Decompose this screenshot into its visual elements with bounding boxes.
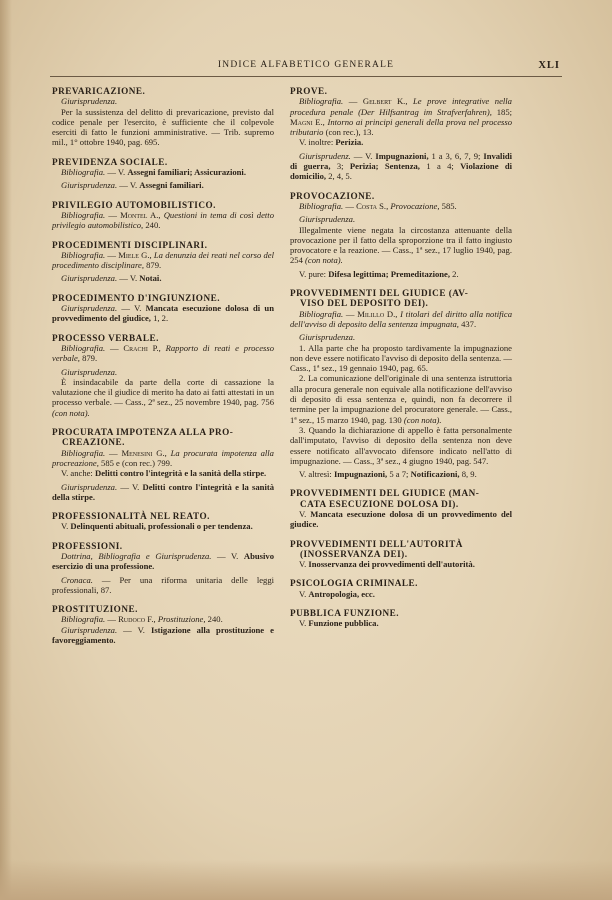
author: Costa S., (356, 200, 389, 211)
entry-heading-cont: VISO DEL DEPOSITO DEI). (300, 298, 429, 309)
cross-reference: Notai. (139, 273, 162, 284)
entry-prove (290, 86, 512, 182)
author: Magni E., (290, 116, 325, 127)
giur-label: Giurisprudenza. (299, 332, 356, 343)
entry-heading: PREVARICAZIONE. (52, 86, 146, 96)
entry-heading: PROFESSIONI. (52, 540, 123, 551)
right-column (290, 86, 512, 629)
entry-professionalita (52, 511, 274, 532)
entry-heading: PSICOLOGIA CRIMINALE. (290, 578, 418, 589)
author: Milillo D., (357, 308, 398, 319)
cross-reference: Violazione di domicilio, (290, 161, 513, 182)
cross-reference: Mancata esecuzione dolosa di un provvedimento del giudice, (52, 303, 274, 324)
bib-label: Bibliografia. (61, 342, 106, 353)
page-ref: 879. (82, 353, 98, 364)
entry-provvedimenti-autorita (290, 539, 512, 570)
entry-heading: PROFESSIONALITÀ NEL REATO. (52, 511, 210, 522)
dottrina-label: Dottrina, Bibliografia e Giurisprudenza. (61, 550, 212, 561)
see-marker: V. (299, 559, 307, 570)
page-number: XLI (538, 60, 560, 71)
entry-procurata-impotenza (52, 427, 274, 502)
dash: — (107, 614, 116, 625)
cross-reference: Assegni familiari. (139, 180, 204, 191)
page-ref: 240. (145, 220, 161, 231)
note: (con nota). (403, 414, 442, 425)
entry-procedimento-ingiunzione (52, 293, 274, 324)
work-title: Rapporto di reati e processo verbale, (52, 342, 275, 364)
entry-heading: PROVVEDIMENTI DEL GIUDICE (MAN- (290, 488, 480, 499)
entry-heading: PROCEDIMENTI DISCIPLINARI. (52, 239, 208, 250)
cross-reference: Impugnazioni, (375, 150, 429, 161)
entry-heading-cont: CREAZIONE. (62, 437, 125, 448)
giur-label: Giurisprudenza. (61, 624, 118, 635)
header-rule (50, 76, 562, 77)
page-edge-shadow (0, 0, 12, 900)
giur-label: Giurisprudenza. (299, 214, 356, 225)
entry-professioni (52, 541, 274, 595)
page-ref: 3; (336, 161, 344, 172)
entry-heading: PRIVILEGIO AUTOMOBILISTICO. (52, 199, 216, 210)
dash: — (107, 249, 117, 260)
author: Miele G., (118, 249, 152, 260)
numbered-item: 1. Alla parte che ha proposto tardivamente la impugnazione non deve essere notificato l'avviso di deposito della sentenza. — Cass., 1ª sez., 19 gennaio 1940, pag. 65. (290, 342, 512, 374)
page-ref: 1 a 3, 6, 7, 9; (431, 150, 481, 161)
cross-reference: Antropologia, ecc. (308, 588, 375, 599)
entry-heading: PUBBLICA FUNZIONE. (290, 608, 400, 619)
cross-reference: Abusivo esercizio di una professione. (52, 550, 274, 572)
entry-text: È insindacabile da parte della corte di cassazione la valutazione che il giudice di merito ha dato ai fatti attestati in un processo verbale. — Cass., 2ª sez., 25 novembre 1940, pag. 756 (52, 376, 274, 408)
author: Montel A., (120, 209, 161, 220)
cross-reference: Perizia. (335, 137, 364, 148)
cross-reference: Difesa legittima; Premeditazione, (328, 268, 451, 279)
entry-pubblica-funzione (290, 608, 512, 629)
dash: — (109, 447, 118, 458)
cross-reference: Assegni familiari; Assicurazioni. (127, 167, 246, 178)
page-ref: (con rec.), 13. (325, 127, 374, 138)
page-ref: 585. (441, 200, 457, 211)
numbered-item: 3. Quando la dichiarazione di appello è fatta personalmente dall'imputato, l'avviso di deposito della sentenza non deve essere notificato all'avvocato difensore indicato nell'atto di impugnazione. — Cass., 3ª sez., 4 giugno 1940, pag. 547. (290, 424, 512, 466)
see-marker: V. (299, 588, 307, 599)
cross-reference: Inosservanza dei provvedimenti dell'autorità. (308, 559, 475, 570)
work-title: I titolari del diritto alla notifica dell'avviso di deposito della sentenza impugnata, (290, 308, 513, 329)
page-ref: 879. (146, 260, 162, 271)
work-title: Prostituzione, (157, 614, 206, 625)
giur-label: Giurisprudenza. (61, 273, 118, 284)
note: (con nota). (52, 407, 90, 418)
dash: — (108, 209, 117, 220)
see-marker: — V. (123, 624, 145, 635)
entry-prostituzione (52, 604, 274, 645)
see-marker: — V. (120, 481, 140, 492)
see-marker: — V. (121, 303, 142, 314)
entry-heading: PROSTITUZIONE. (52, 604, 138, 615)
cronaca-label: Cronaca. (61, 574, 93, 585)
page-ref: 185; (496, 106, 512, 117)
entry-heading: PROVE. (290, 86, 328, 96)
dash: — (345, 200, 354, 211)
bib-label: Bibliografia. (299, 96, 344, 107)
entry-psicologia-criminale (290, 578, 512, 599)
see-also-label: V. inoltre: (299, 137, 334, 148)
giur-label: Giurisprudenza. (61, 96, 118, 107)
entry-heading-cont: (INOSSERVANZA DEI). (300, 548, 408, 559)
see-also-label: V. pure: (299, 268, 327, 279)
see-marker: — V. (217, 550, 239, 561)
author: Rudoco F., (118, 614, 156, 625)
giur-label: Giurisprudenza. (61, 366, 118, 377)
work-title: Le prove integrative nella procedura penale (Der Hilfsantrag im Strafverfahren), (290, 96, 512, 117)
entry-heading: PROVVEDIMENTI DELL'AUTORITÀ (290, 538, 463, 549)
left-column (52, 86, 274, 645)
running-header (0, 60, 612, 74)
entry-procedimenti-disciplinari (52, 240, 274, 284)
cross-reference: Impugnazioni, (333, 469, 388, 480)
bib-label: Bibliografia. (61, 167, 106, 178)
entry-provocazione (290, 191, 512, 279)
entry-processo-verbale (52, 333, 274, 418)
cross-reference: Istigazione alla prostituzione e favoreggiamento. (52, 624, 274, 646)
page-ref: 437. (461, 318, 477, 329)
entry-heading-cont: CATA ESECUZIONE DOLOSA DI). (300, 498, 459, 509)
entry-heading: PROVOCAZIONE. (290, 190, 375, 201)
giur-label: Giurisprudenza. (61, 303, 118, 314)
entry-heading: PROCURATA IMPOTENZA ALLA PRO- (52, 427, 234, 438)
work-title: Intorno ai principi generali della prova nel processo tributario (290, 116, 512, 138)
cross-reference: Perizia; Sentenza, (349, 161, 420, 172)
page-ref: 5 a 7; (389, 469, 409, 480)
bib-label: Bibliografia. (299, 200, 344, 211)
entry-heading: PROVVEDIMENTI DEL GIUDICE (AV- (290, 288, 469, 299)
see-marker: — V. (353, 150, 373, 161)
entry-privilegio-automobilistico (52, 200, 274, 231)
dash: — (345, 308, 355, 319)
header-title: INDICE ALFABETICO GENERALE (217, 60, 395, 70)
entry-text: Illegalmente viene negata la circostanza attenuante della provocazione per il fatto della sproporzione tra il fatto ingiusto provocatore e la reazione. — Cass., 1ª sez., 17 luglio 1940, pag. 254 (290, 224, 512, 266)
page-ref: 585 e (con rec.) 799. (101, 457, 173, 468)
bib-label: Bibliografia. (61, 614, 106, 625)
page-ref: 2. (452, 268, 459, 279)
giur-label: Giurisprudenza. (61, 481, 118, 492)
see-marker: — V. (119, 180, 138, 191)
see-marker: — V. (119, 273, 138, 284)
page-ref: 1 a 4; (426, 161, 454, 172)
work-title: Questioni in tema di così detto privilegio automobilistico, (52, 209, 274, 231)
work-title: Provocazione, (390, 200, 440, 211)
entry-previdenza-sociale (52, 157, 274, 191)
cross-reference: Delitti contro l'integrità e la sanità della stirpe. (94, 468, 267, 479)
work-title: La procurata impotenza alla procreazione, (52, 447, 274, 468)
see-also-label: V. anche: (61, 468, 93, 479)
author: Gelbert K., (362, 96, 408, 107)
numbered-item: 2. La comunicazione dell'originale di una sentenza istruttoria alla procura generale non equivale alla notificazione dell'avviso di deposito di essa sentenza e, quindi, non fa decorrere il termine per la impugnazione del procuratore generale. — Cass., 1ª sez., 15 marzo 1940, pag. 130 (290, 373, 512, 425)
page-bottom-shadow (0, 860, 612, 900)
bib-label: Bibliografia. (61, 447, 106, 458)
dash: — (110, 342, 119, 353)
page-ref: 2, 4, 5. (328, 171, 352, 182)
entry-text: Per la sussistenza del delitto di prevaricazione, previsto dal codice penale per l'esercito, è sufficiente che il colpevole eserciti di fatto le funzioni amministrative. — Trib. supremo mil., 1° ottobre 1940, pag. 695. (52, 106, 274, 148)
giur-label: Giurisprudenza. (61, 180, 118, 191)
see-marker: — V. (107, 167, 126, 178)
page-ref: 1, 2. (153, 313, 169, 324)
page-ref: 8, 9. (461, 469, 477, 480)
page-ref: 240. (207, 614, 223, 625)
see-marker: V. (299, 508, 307, 519)
entry-provvedimenti-avviso-deposito (290, 288, 512, 479)
dash: — (348, 96, 358, 107)
entry-heading: PROCESSO VERBALE. (52, 332, 159, 343)
cross-reference: Delinquenti abituali, professionali o per tendenza. (70, 521, 253, 532)
bib-label: Bibliografia. (61, 249, 106, 260)
entry-heading: PROCEDIMENTO D'INGIUNZIONE. (52, 292, 221, 303)
work-title: La denunzia dei reati nel corso del procedimento disciplinare, (52, 249, 274, 271)
cross-reference: Delitti contro l'integrità e la sanità della stirpe. (52, 481, 274, 502)
cross-reference: Notificazioni, (410, 469, 460, 480)
author: Menesini G., (121, 447, 167, 458)
entry-heading: PREVIDENZA SOCIALE. (52, 156, 168, 167)
cross-reference: Invalidi di guerra, (290, 150, 513, 172)
see-also-label: V. altresì: (299, 469, 332, 480)
entry-text: — Per una riforma unitaria delle leggi professionali, 87. (52, 574, 274, 595)
cross-reference: Funzione pubblica. (308, 618, 379, 629)
entry-prevaricazione (52, 86, 274, 148)
see-marker: V. (299, 618, 307, 629)
author: Crachi P., (123, 342, 161, 353)
see-marker: V. (61, 521, 69, 532)
bib-label: Bibliografia. (299, 308, 344, 319)
bib-label: Bibliografia. (61, 209, 106, 220)
entry-provvedimenti-mancata-esecuzione (290, 488, 512, 529)
note: (con nota). (305, 255, 343, 266)
cross-reference: Mancata esecuzione dolosa di un provvedimento del giudice. (290, 508, 512, 530)
giur-label: Giurisprudenz. (299, 150, 351, 161)
